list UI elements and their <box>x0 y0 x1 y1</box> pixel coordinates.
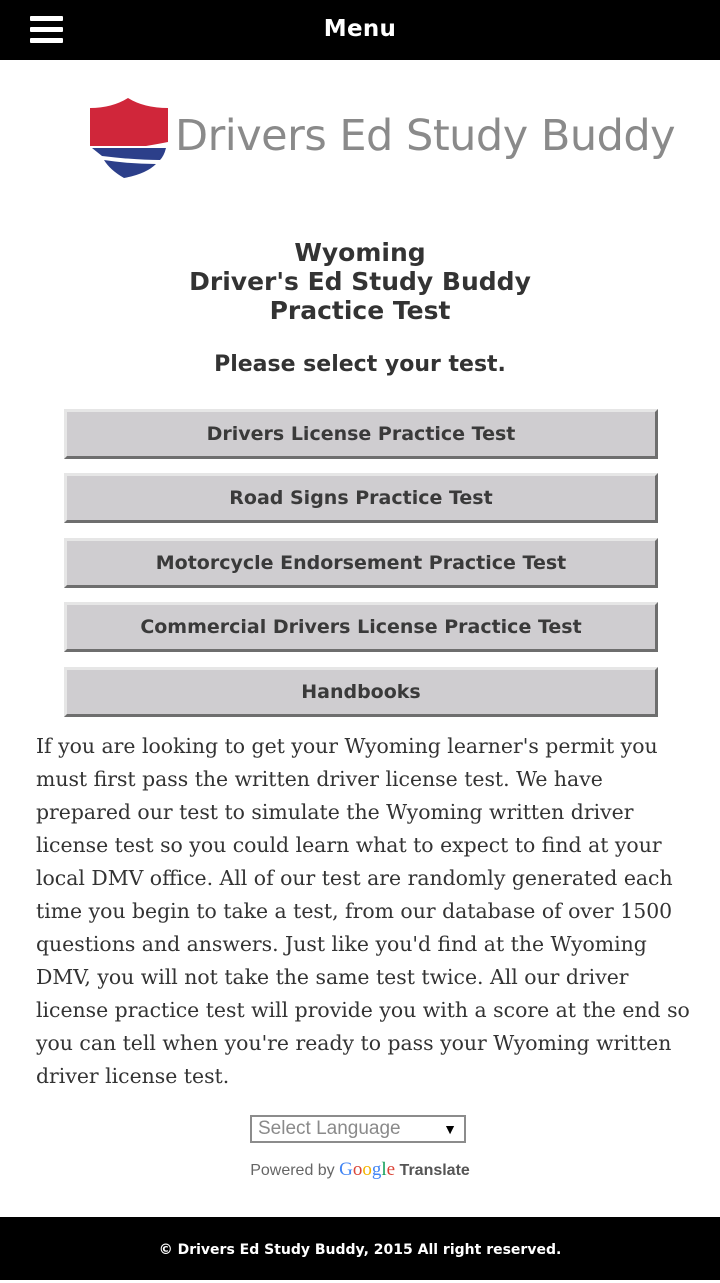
motorcycle-test-button[interactable]: Motorcycle Endorsement Practice Test <box>64 538 658 588</box>
handbooks-button[interactable]: Handbooks <box>64 667 658 717</box>
site-logo <box>86 98 676 180</box>
dropdown-arrow-icon: ▼ <box>443 1121 457 1137</box>
language-select[interactable] <box>250 1115 466 1143</box>
top-bar <box>0 0 720 60</box>
language-select-label: Select Language <box>258 1118 401 1139</box>
title-state: Wyoming <box>294 238 426 267</box>
select-prompt: Please select your test. <box>214 352 506 377</box>
drivers-license-test-button[interactable]: Drivers License Practice Test <box>64 409 658 459</box>
translate-link[interactable]: Translate <box>399 1162 470 1179</box>
google-logo: Google <box>339 1159 396 1180</box>
logo-text: Drivers Ed Study Buddy <box>175 111 676 161</box>
powered-by-label: Powered by <box>250 1162 335 1179</box>
shield-icon <box>86 98 170 180</box>
title-practice: Practice Test <box>269 296 451 325</box>
copyright-text: © Drivers Ed Study Buddy, 2015 All right reserved. <box>158 1242 562 1258</box>
menu-title[interactable]: Menu <box>323 16 397 42</box>
commercial-license-test-button[interactable]: Commercial Drivers License Practice Test <box>64 602 658 652</box>
footer <box>0 1217 720 1280</box>
powered-by-google <box>0 1159 720 1181</box>
road-signs-test-button[interactable]: Road Signs Practice Test <box>64 473 658 523</box>
title-brand: Driver's Ed Study Buddy <box>189 267 531 296</box>
page-title <box>0 238 720 325</box>
description-text: If you are looking to get your Wyoming learner's permit you must first pass the written driver license test. We have prepared our test to simulate the Wyoming written driver license test so you could learn what to expect to find at your local DMV office. All of our test are randomly generated each time you begin to take a test, from our database of over 1500 questions and answers. Just like you'd find at the Wyoming DMV, you will not take the same test twice. All our driver license practice test will provide you with a score at the end so you can tell when you're ready to pass your Wyoming written driver license test. <box>36 734 690 1088</box>
